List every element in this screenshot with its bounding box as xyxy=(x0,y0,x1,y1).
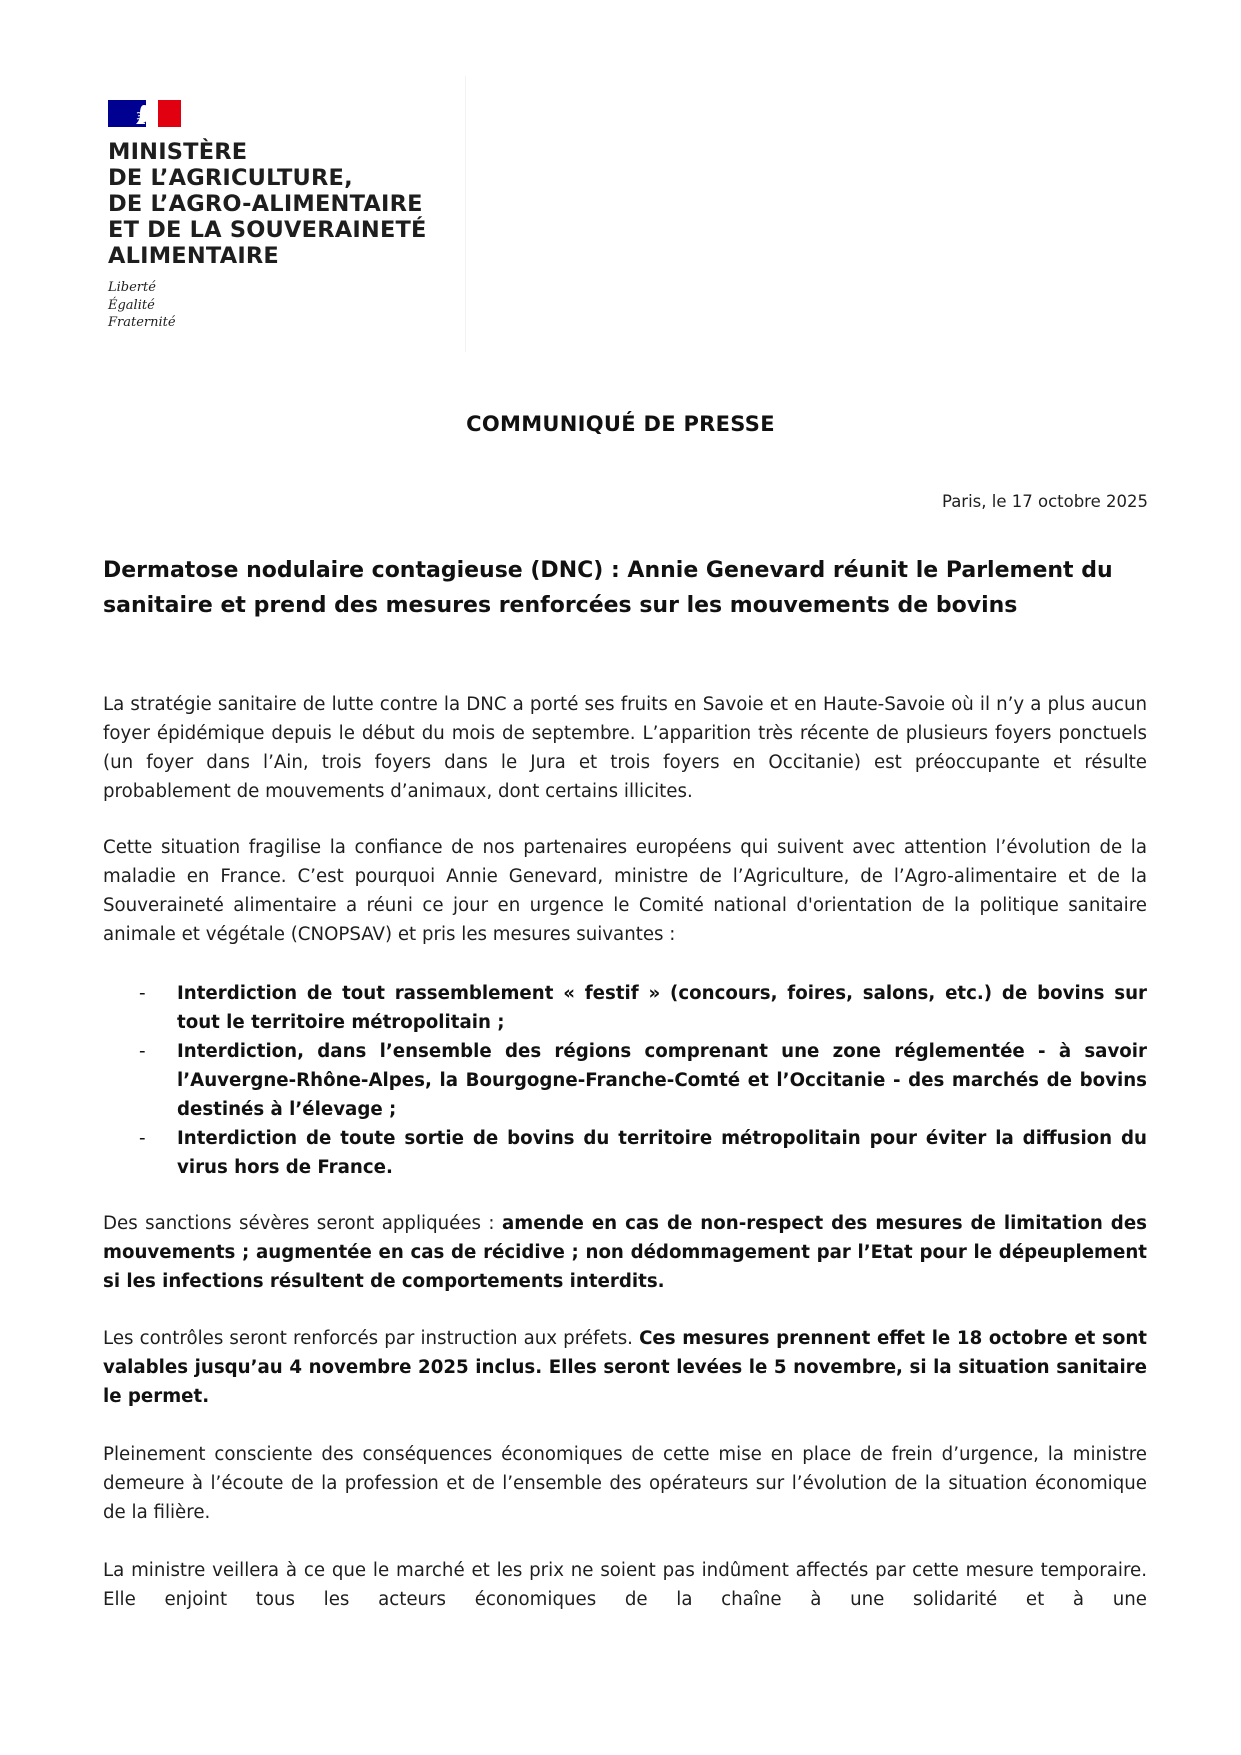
ministry-name-line: ALIMENTAIRE xyxy=(108,243,279,269)
paragraph-measures-intro: Cette situation fragilise la confiance de nos partenaires européens qui suivent avec attention l’évolution de la maladie en France. C’est pourquoi Annie Genevard, ministre de l’Agriculture, de l’Agro-alimentaire et de la Souveraineté alimentaire a réuni ce jour en urgence le Comité national d'orientation de la politique sanitaire animale et végétale (CNOPSAV) et pris les mesures suivantes : xyxy=(103,837,1147,945)
measure-item xyxy=(103,1037,1147,1124)
ministry-name xyxy=(108,139,468,269)
bullet-dash: - xyxy=(139,1128,146,1149)
paragraph-sanctions xyxy=(103,1209,1147,1296)
marianne-profile-icon xyxy=(136,104,154,124)
measure-item xyxy=(103,979,1147,1037)
press-release-title: Dermatose nodulaire contagieuse (DNC) : Annie Genevard réunit le Parlement du sanitaire et prend des mesures renforcées sur les mouvements de bovins xyxy=(103,558,1113,618)
ministry-name-line: DE L’AGRICULTURE, xyxy=(108,165,353,191)
measure-text: Interdiction de tout rassemblement « festif » (concours, foires, salons, etc.) de bovins sur tout le territoire métropolitain ; xyxy=(177,983,1147,1033)
paragraph-economic-consequences: Pleinement consciente des conséquences économiques de cette mise en place de frein d’urgence, la ministre demeure à l’écoute de la profession et de l’ensemble des opérateurs sur l’évolution de la situation économique de la filière. xyxy=(103,1444,1147,1523)
measure-text: Interdiction, dans l’ensemble des régions comprenant une zone réglementée - à savoir l’Auvergne-Rhône-Alpes, la Bourgogne-Franche-Comté et l’Occitanie - des marchés de bovins destinés à l’élevage ; xyxy=(177,1041,1147,1120)
ministry-name-line: ET DE LA SOUVERAINETÉ xyxy=(108,217,427,243)
press-release-label: COMMUNIQUÉ DE PRESSE xyxy=(466,412,775,436)
paragraph-situation: La stratégie sanitaire de lutte contre la DNC a porté ses fruits en Savoie et en Haute-Savoie où il n’y a plus aucun foyer épidémique depuis le début du mois de septembre. L’apparition très récente de plusieurs foyers ponctuels (un foyer dans l’Ain, trois foyers dans le Jura et trois foyers en Occitanie) est préoccupante et résulte probablement de mouvements d’animaux, dont certains illicites. xyxy=(103,694,1147,802)
ministry-logo xyxy=(108,100,468,332)
republic-motto xyxy=(108,279,468,332)
bullet-dash: - xyxy=(139,1041,146,1062)
motto-liberte: Liberté xyxy=(108,280,156,295)
paragraph-market-prices: La ministre veillera à ce que le marché et les prix ne soient pas indûment affectés par cette mesure temporaire. Elle enjoint tous les acteurs économiques de la chaîne à une solidarité et à une xyxy=(103,1560,1147,1610)
controls-intro: Les contrôles seront renforcés par instruction aux préfets. xyxy=(103,1328,640,1349)
ministry-name-line: DE L’AGRO-ALIMENTAIRE xyxy=(108,191,423,217)
flag-red-band xyxy=(158,100,181,127)
bullet-dash: - xyxy=(139,983,146,1004)
paragraph-controls xyxy=(103,1324,1147,1411)
logo-divider xyxy=(465,76,466,352)
measure-item xyxy=(103,1124,1147,1182)
sanctions-intro: Des sanctions sévères seront appliquées : xyxy=(103,1213,502,1234)
release-date: Paris, le 17 octobre 2025 xyxy=(941,492,1148,511)
measures-list xyxy=(103,979,1147,1182)
ministry-name-line: MINISTÈRE xyxy=(108,139,248,165)
controls-dates: Ces mesures prennent effet le 18 octobre et sont valables jusqu’au 4 novembre 2025 inclus. Elles seront levées le 5 novembre, si la situation sanitaire le permet. xyxy=(103,1328,1147,1407)
motto-egalite: Égalité xyxy=(108,297,155,313)
measure-text: Interdiction de toute sortie de bovins du territoire métropolitain pour éviter la diffusion du virus hors de France. xyxy=(177,1128,1147,1178)
motto-fraternite: Fraternité xyxy=(108,315,176,330)
french-flag-icon xyxy=(108,100,181,127)
sanctions-details: amende en cas de non-respect des mesures de limitation des mouvements ; augmentée en cas de récidive ; non dédommagement par l’Etat pour le dépeuplement si les infections résultent de comportements interdits. xyxy=(103,1213,1147,1292)
